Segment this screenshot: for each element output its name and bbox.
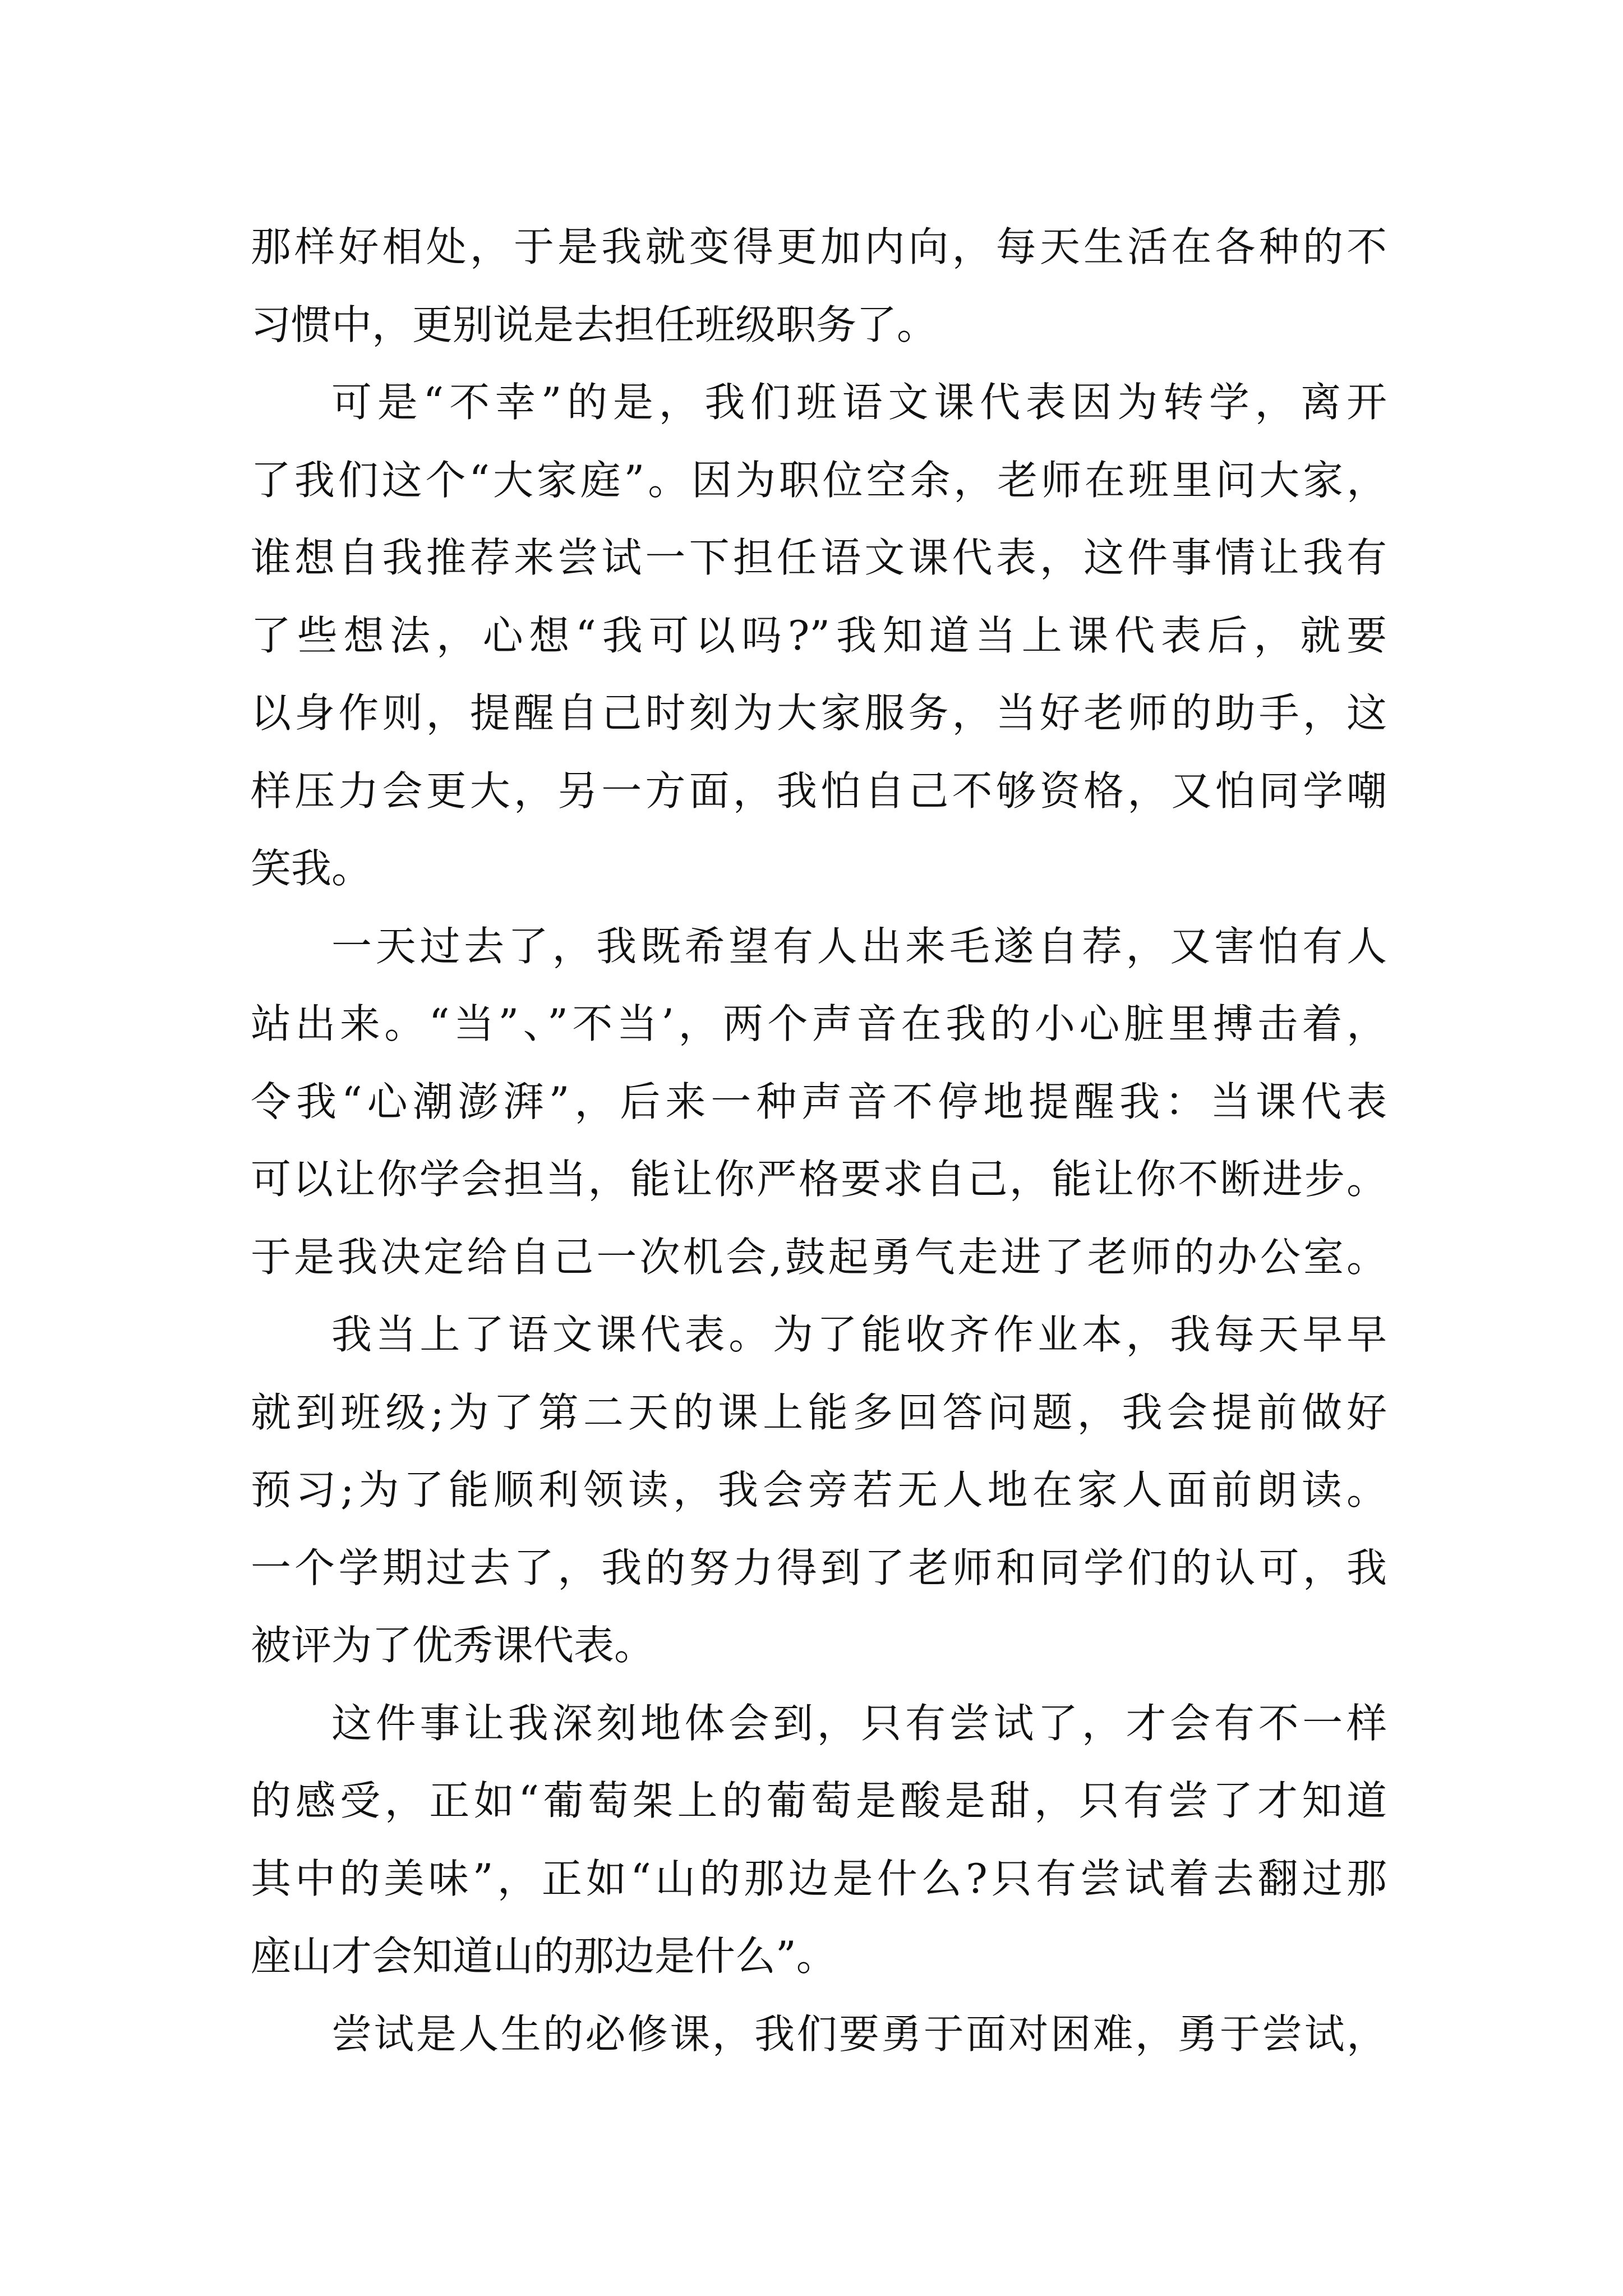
- text-line: 谁想自我推荐来尝试一下担任语文课代表，这件事情让我有: [251, 534, 1387, 581]
- text-line: 于是我决定给自己一次机会,鼓起勇气走进了老师的办公室。: [251, 1233, 1387, 1281]
- text-line: 预习;为了能顺利领读，我会旁若无人地在家人面前朗读。: [251, 1466, 1387, 1513]
- text-line: 就到班级;为了第二天的课上能多回答问题，我会提前做好: [251, 1388, 1387, 1436]
- paragraph: [251, 1296, 1387, 1685]
- paragraph: [251, 208, 1387, 364]
- paragraph: [251, 364, 1387, 908]
- text-line: 以身作则，提醒自己时刻为大家服务，当好老师的助手，这: [251, 689, 1387, 737]
- text-line: 可是“不幸”的是，我们班语文课代表因为转学，离开: [331, 379, 1387, 426]
- body-text: [251, 208, 1387, 2073]
- paragraph: [251, 1685, 1387, 1995]
- text-line: 令我“心潮澎湃”，后来一种声音不停地提醒我：当课代表: [251, 1078, 1387, 1125]
- text-line: 习惯中，更别说是去担任班级职务了。: [251, 301, 938, 348]
- text-line: 其中的美味”，正如“山的那边是什么?只有尝试着去翻过那: [251, 1855, 1387, 1902]
- text-line: 了些想法，心想“我可以吗?”我知道当上课代表后，就要: [251, 611, 1387, 659]
- text-line: 一天过去了，我既希望有人出来毛遂自荐，又害怕有人: [331, 922, 1387, 970]
- text-line: 的感受，正如“葡萄架上的葡萄是酸是甜，只有尝了才知道: [251, 1777, 1387, 1824]
- text-line: 尝试是人生的必修课，我们要勇于面对困难，勇于尝试，: [331, 2010, 1387, 2058]
- text-line: 我当上了语文课代表。为了能收齐作业本，我每天早早: [331, 1311, 1387, 1358]
- text-line: 笑我。: [251, 845, 372, 892]
- paragraph: [251, 1995, 1387, 2073]
- text-line: 了我们这个“大家庭”。因为职位空余，老师在班里问大家，: [251, 456, 1387, 504]
- text-line: 可以让你学会担当，能让你严格要求自己，能让你不断进步。: [251, 1156, 1387, 1203]
- text-line: 座山才会知道山的那边是什么”。: [251, 1932, 837, 1980]
- text-line: 样压力会更大，另一方面，我怕自己不够资格，又怕同学嘲: [251, 767, 1387, 815]
- text-line: 站出来。“当”、”不当’，两个声音在我的小心脏里搏击着，: [251, 1000, 1387, 1047]
- text-line: 这件事让我深刻地体会到，只有尝试了，才会有不一样: [331, 1699, 1387, 1747]
- paragraph: [251, 908, 1387, 1296]
- text-line: 被评为了优秀课代表。: [251, 1622, 655, 1669]
- text-line: 那样好相处，于是我就变得更加内向，每天生活在各种的不: [251, 223, 1387, 270]
- text-line: 一个学期过去了，我的努力得到了老师和同学们的认可，我: [251, 1544, 1387, 1591]
